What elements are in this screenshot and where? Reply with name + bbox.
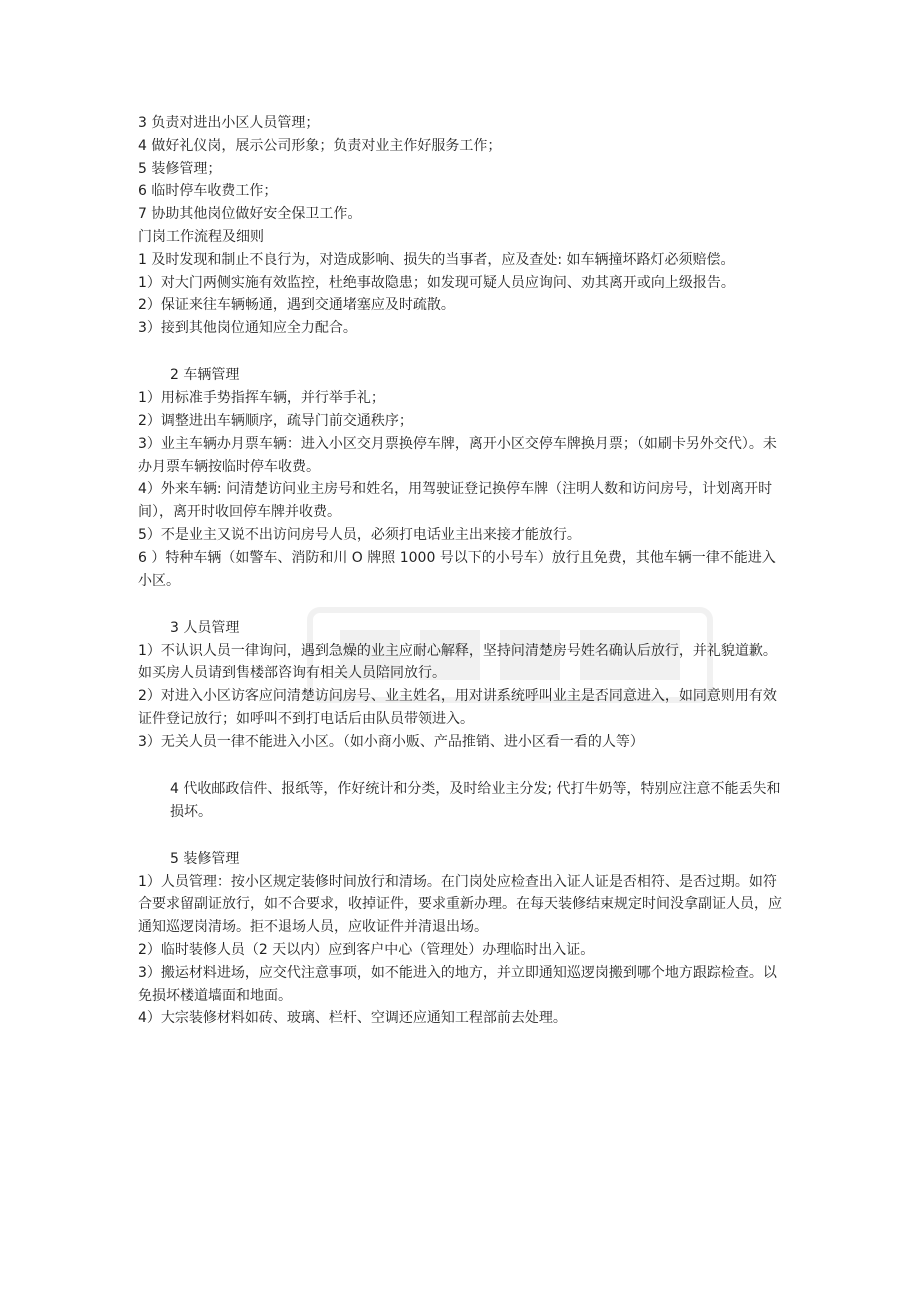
text-line: 2）调整进出车辆顺序，疏导门前交通秩序；: [138, 412, 413, 429]
document-body: [138, 112, 784, 1030]
text-line: 3）接到其他岗位通知应全力配合。: [138, 320, 357, 337]
text-line: 4）大宗装修材料如砖、玻璃、栏杆、空调还应通知工程部前去处理。: [138, 1010, 567, 1027]
text-line: 2）对进入小区访客应问清楚访问房号、业主姓名，用对讲系统呼叫业主是否同意进入，如同意则用有效证件登记放行；如呼叫不到打电话后由队员带领进入。: [138, 688, 777, 727]
text-line: 2）临时装修人员（2 天以内）应到客户中心（管理处）办理临时出入证。: [138, 942, 595, 959]
text-line: 5）不是业主又说不出访问房号人员，必须打电话业主出来接才能放行。: [138, 526, 581, 543]
text-line: 1）用标准手势指挥车辆，并行举手礼；: [138, 390, 385, 407]
text-line: 3 负责对进出小区人员管理；: [138, 115, 320, 131]
blank-line: [138, 754, 784, 778]
text-line: 4 做好礼仪岗，展示公司形象；负责对业主作好服务工作；: [138, 137, 502, 154]
text-line: 1）对大门两侧实施有效监控，杜绝事故隐患；如发现可疑人员应询问、劝其离开或向上级报告。: [138, 274, 735, 291]
text-line: 3）业主车辆办月票车辆：进入小区交月票换停车牌，离开小区交停车牌换月票；（如刷卡另外交代）。未办月票车辆按临时停车收费。: [138, 435, 777, 475]
text-line: 4 代收邮政信件、报纸等，作好统计和分类，及时给业主分发; 代打牛奶等，特别应注意不能丢失和损坏。: [170, 780, 781, 820]
text-line: 2）保证来往车辆畅通，遇到交通堵塞应及时疏散。: [138, 297, 455, 314]
blank-line: [138, 592, 784, 616]
text-line: 3）无关人员一律不能进入小区。（如小商小贩、产品推销、进小区看一看的人等）: [138, 733, 644, 750]
text-line: 1 及时发现和制止不良行为，对造成影响、损失的当事者，应及查处: 如车辆撞坏路灯必须赔偿。: [138, 251, 735, 268]
section-heading: 2 车辆管理: [170, 367, 240, 384]
text-line: 6 临时停车收费工作；: [138, 183, 278, 200]
section-heading: 3 人员管理: [170, 619, 240, 636]
text-line: 1）人员管理：按小区规定装修时间放行和清场。在门岗处应检查出入证人证是否相符、是否过期。如符合要求留副证放行，如不合要求，收掉证件，要求重新办理。在每天装修结束规定时间没拿副证人员，应通知巡逻岗清场。拒不退场人员，应收证件并清退出场。: [138, 873, 782, 936]
section-heading: 门岗工作流程及细则: [138, 228, 264, 245]
text-line: 1）不认识人员一律询问，遇到急燥的业主应耐心解释，坚持问清楚房号姓名确认后放行，并礼貌道歉。如买房人员请到售楼部咨询有相关人员陪同放行。: [138, 642, 777, 682]
text-line: 4）外来车辆: 问清楚访问业主房号和姓名，用驾驶证登记换停车牌（注明人数和访问房号，计划离开时间），离开时收回停车牌并收费。: [138, 481, 773, 521]
text-line: 5 装修管理；: [138, 160, 222, 177]
text-line: 7 协助其他岗位做好安全保卫工作。: [138, 206, 362, 223]
text-line: 3）搬运材料进场，应交代注意事项，如不能进入的地方，并立即通知巡逻岗搬到哪个地方跟踪检查。以免损坏楼道墙面和地面。: [138, 964, 777, 1004]
blank-line: [138, 823, 784, 847]
blank-line: [138, 340, 784, 364]
section-heading: 5 装修管理: [170, 850, 240, 867]
text-line: 6 ）特种车辆（如警车、消防和川 O 牌照 1000 号以下的小号车）放行且免费，其他车辆一律不能进入小区。: [138, 549, 776, 589]
